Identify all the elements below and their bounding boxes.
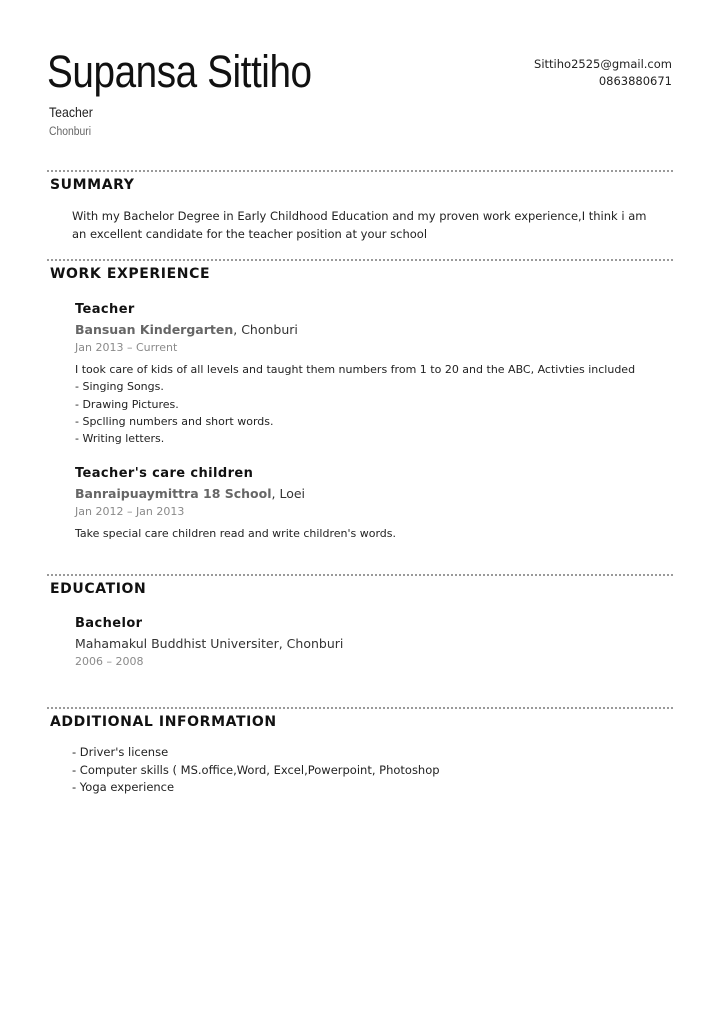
job-entry [75, 301, 665, 447]
contact-block [534, 56, 672, 90]
job-description [75, 525, 665, 542]
section-divider [47, 574, 673, 576]
additional-info-item: - Yoga experience [72, 780, 175, 794]
candidate-name: Supansa Sittiho [47, 46, 312, 97]
education-heading: EDUCATION [50, 581, 147, 597]
job-dates: Jan 2013 – Current [75, 341, 178, 354]
job-description-line: I took care of kids of all levels and taught them numbers from 1 to 20 and the ABC, Activties included [75, 363, 636, 376]
job-title: Teacher [75, 302, 135, 317]
job-description-line: Take special care children read and write children's words. [75, 527, 396, 540]
summary-text: With my Bachelor Degree in Early Childhood Education and my proven work experience,I think i am an excellent candidate for the teacher position at your school [72, 209, 647, 241]
job-description-line: - Spclling numbers and short words. [75, 414, 274, 428]
section-divider [47, 170, 673, 172]
job-description-line: - Singing Songs. [75, 380, 164, 394]
candidate-role: Teacher [49, 104, 93, 120]
email-address[interactable]: Sittiho2525@gmail.com [534, 57, 672, 71]
job-employer-line [75, 485, 665, 502]
additional-info-list [72, 744, 440, 797]
job-employer: Banraipuaymittra 18 School [75, 486, 272, 501]
phone-number: 0863880671 [598, 74, 672, 88]
education-entry [75, 615, 665, 669]
section-divider [47, 707, 673, 709]
school-name: Mahamakul Buddhist Universiter, Chonburi [75, 636, 344, 651]
work-experience-heading: WORK EXPERIENCE [50, 266, 211, 282]
degree-title: Bachelor [75, 616, 143, 631]
job-location: , Chonburi [233, 322, 298, 337]
candidate-location: Chonburi [49, 126, 92, 138]
job-employer-line [75, 321, 665, 338]
job-employer: Bansuan Kindergarten [75, 322, 234, 337]
summary-heading: SUMMARY [50, 177, 135, 193]
additional-info-heading: ADDITIONAL INFORMATION [50, 714, 277, 730]
job-dates: Jan 2012 – Jan 2013 [75, 505, 185, 518]
education-dates: 2006 – 2008 [75, 655, 144, 668]
additional-info-item: - Driver's license [72, 745, 169, 759]
additional-info-item: - Computer skills ( MS.office,Word, Excel,Powerpoint, Photoshop [72, 762, 440, 777]
section-divider [47, 259, 673, 261]
job-location: , Loei [271, 486, 306, 501]
job-entry [75, 465, 665, 542]
job-description-line: - Writing letters. [75, 432, 165, 446]
job-description-line: - Drawing Pictures. [75, 397, 179, 411]
job-title: Teacher's care children [75, 466, 254, 481]
job-description [75, 361, 665, 447]
